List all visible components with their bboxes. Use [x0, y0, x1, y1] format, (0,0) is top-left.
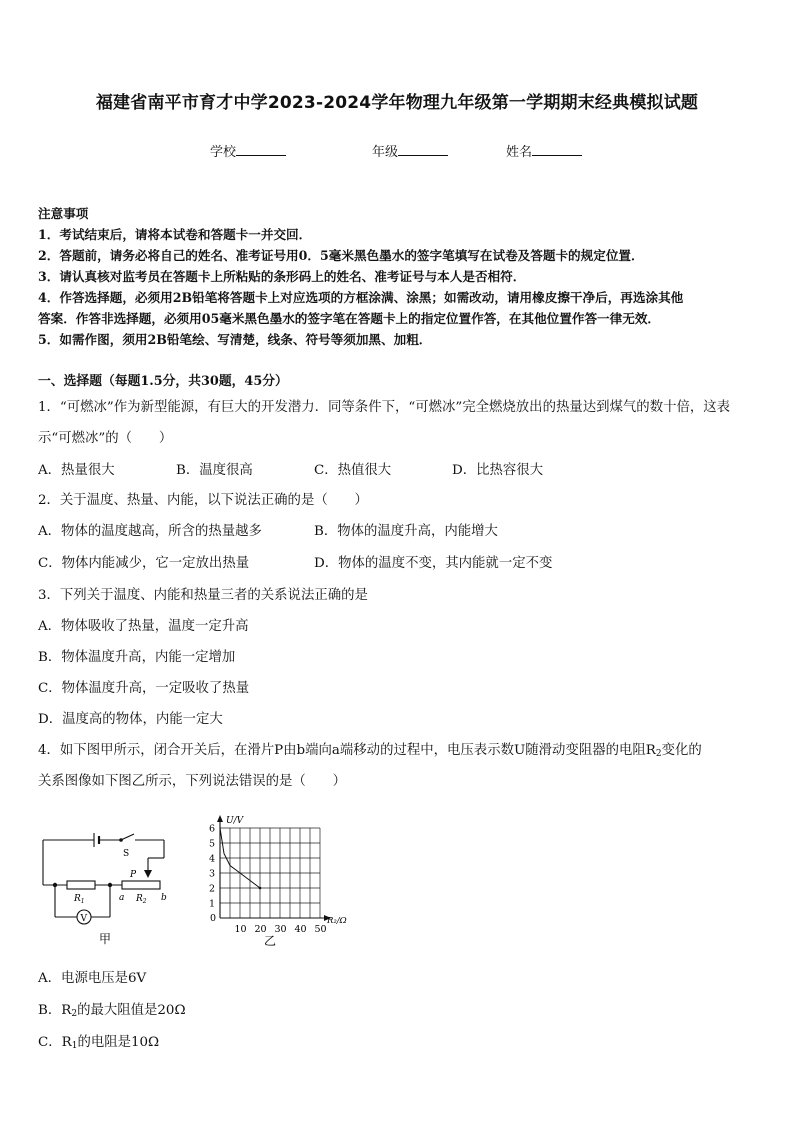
q3-option-a: A．物体吸收了热量，温度一定升高: [38, 619, 249, 634]
r1-letter: R: [74, 894, 81, 904]
resistor-r1: [67, 881, 95, 889]
notes-heading: 注意事项: [38, 206, 89, 221]
x-tick-label: 40: [294, 924, 307, 935]
note-5: 5．如需作图，须用2B铅笔绘、写清楚，线条、符号等须加黑、加粗．: [38, 332, 432, 347]
graph-origin: 0: [210, 913, 217, 924]
name-label: 姓名: [506, 145, 533, 160]
q2-stem: 2．关于温度、热量、内能，以下说法正确的是（ ）: [38, 493, 368, 508]
end-a-label: a: [119, 893, 125, 903]
graph-xlabel: R₂/Ω: [327, 916, 347, 926]
circuit-caption: 甲: [99, 932, 112, 946]
q1-option-a: A．热量很大: [38, 463, 115, 478]
r1-label: [73, 894, 85, 905]
q4-option-b-part2: 的最大阻值是20Ω: [77, 1003, 186, 1018]
grade-label: 年级: [372, 145, 399, 160]
q2-option-c: C．物体内能减少，它一定放出热量: [38, 556, 250, 571]
q1-stem-line1: 1．“可燃冰”作为新型能源，有巨大的开发潜力．同等条件下，“可燃冰”完全燃烧放出的热量达到煤气的数十倍，这表: [38, 400, 731, 415]
junction-right: [108, 883, 112, 887]
x-tick-label: 50: [314, 924, 327, 935]
circuit-diagram: [36, 826, 186, 951]
q1-option-b: B．温度很高: [176, 463, 253, 478]
exam-title: 福建省南平市育才中学2023-2024学年物理九年级第一学期期末经典模拟试题: [95, 93, 699, 113]
q2-option-d: D．物体的温度不变，其内能就一定不变: [314, 556, 553, 571]
y-axis-arrow: [217, 815, 223, 822]
q4-option-b: [38, 999, 186, 1019]
slider-label: P: [130, 870, 137, 880]
q4-option-b-part1: B．R: [38, 1003, 72, 1018]
note-3: 3．请认真核对监考员在答题卡上所粘贴的条形码上的姓名、准考证号与本人是否相符．: [38, 269, 526, 284]
q4-stem-line2: 关系图像如下图乙所示，下列说法错误的是（ ）: [38, 774, 346, 789]
switch-blade: [121, 834, 134, 840]
q4-stem-sub: 2: [655, 749, 662, 759]
grade-blank: [398, 143, 448, 156]
y-tick-label: 4: [209, 853, 216, 865]
x-tick-label: 20: [254, 924, 267, 935]
x-tick-label: 30: [274, 924, 287, 935]
q4-stem-part2: 变化的: [661, 743, 702, 758]
r2-sub: 2: [142, 898, 147, 905]
note-4a: 4．作答选择题，必须用2B铅笔将答题卡上对应选项的方框涂满、涂黑；如需改动，请用橡皮擦干净后，再选涂其他: [38, 290, 684, 305]
data-point-end: [259, 887, 262, 890]
grade-field: [372, 141, 448, 160]
y-tick-label: 3: [209, 868, 216, 880]
r2-letter: R: [136, 894, 143, 904]
q4-option-b-sub: 2: [71, 1009, 78, 1019]
voltmeter-label: V: [80, 914, 87, 924]
note-2: 2．答题前，请务必将自己的姓名、准考证号用0．5毫米黑色墨水的签字笔填写在试卷及答题卡的规定位置．: [38, 248, 644, 263]
q4-stem-line1: [38, 739, 702, 759]
q1-stem-line2: 示“可燃冰”的（ ）: [38, 431, 173, 446]
school-blank: [236, 143, 286, 156]
y-tick-label: 5: [209, 838, 216, 850]
q3-option-b: B．物体温度升高，内能一定增加: [38, 650, 236, 665]
name-field: [506, 141, 582, 160]
y-tick-label: 1: [209, 898, 216, 910]
q2-option-b: B．物体的温度升高，内能增大: [314, 524, 498, 539]
school-label: 学校: [210, 145, 237, 160]
section-heading: 一、选择题（每题1.5分，共30题，45分）: [38, 374, 288, 389]
note-1: 1．考试结束后，请将本试卷和答题卡一并交回．: [38, 227, 312, 242]
q4-option-c-sub: 1: [71, 1041, 78, 1051]
slider-arrow: [144, 870, 152, 878]
switch-pivot: [119, 838, 123, 842]
q4-option-a: A．电源电压是6V: [38, 971, 147, 986]
graph-ylabel: U/V: [226, 816, 244, 826]
q3-option-d: D．温度高的物体，内能一定大: [38, 712, 223, 727]
q3-stem: 3．下列关于温度、内能和热量三者的关系说法正确的是: [38, 588, 368, 603]
rheostat-r2: [122, 881, 160, 889]
school-field: [210, 141, 286, 160]
name-blank: [532, 143, 582, 156]
end-b-label: b: [161, 893, 167, 903]
q1-option-d: D．比热容很大: [452, 463, 544, 478]
q4-option-c-part1: C．R: [38, 1035, 72, 1050]
q1-option-c: C．热值很大: [314, 463, 392, 478]
q4-option-c: [38, 1031, 159, 1051]
r1-sub: 1: [80, 898, 85, 905]
graph-caption: 乙: [264, 934, 277, 948]
u-r2-graph: [200, 812, 360, 952]
y-tick-label: 2: [209, 883, 216, 895]
r2-label: [135, 894, 147, 905]
q4-option-c-part2: 的电阻是10Ω: [77, 1035, 160, 1050]
y-tick-label: 6: [209, 823, 216, 835]
junction-left: [53, 883, 57, 887]
q3-option-c: C．物体温度升高，一定吸收了热量: [38, 681, 250, 696]
x-tick-label: 10: [234, 924, 247, 935]
q2-option-a: A．物体的温度越高，所含的热量越多: [38, 524, 262, 539]
q4-stem-part1: 4．如下图甲所示，闭合开关后，在滑片P由b端向a端移动的过程中，电压表示数U随滑动变阻器的电阻R: [38, 743, 656, 758]
note-4b: 答案．作答非选择题，必须用05毫米黑色墨水的签字笔在答题卡上的指定位置作答，在其他位置作答一律无效．: [38, 311, 661, 326]
switch-label: S: [123, 849, 130, 859]
